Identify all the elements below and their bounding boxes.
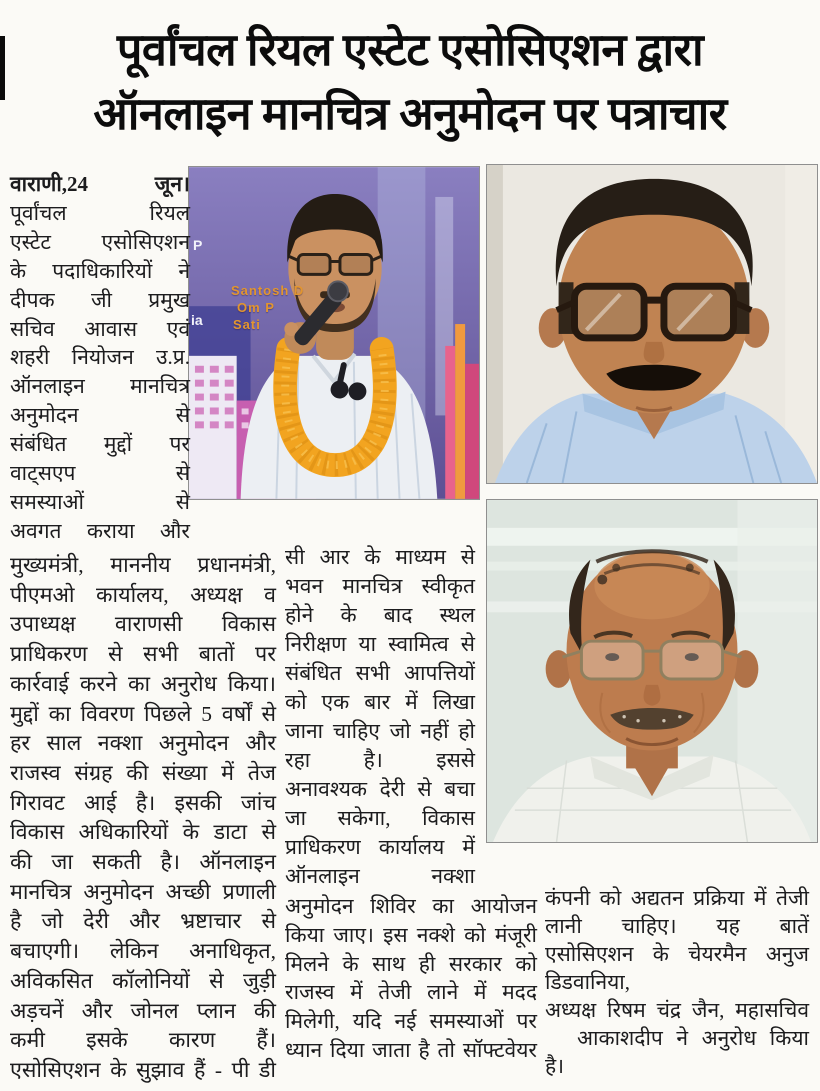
text-line: अनुमोदन शिविर का आयोजन — [285, 894, 537, 918]
text-line: मुद्दों का विवरण पिछले 5 वर्षों से — [10, 701, 276, 726]
text-line: राजस्व संग्रह की संख्या में तेज — [10, 760, 276, 785]
text-line: एस्टेट एसोसिएशन — [10, 229, 190, 254]
text-line: राजस्व में तेजी लाने में मदद — [285, 980, 537, 1005]
text-line: सी आर के माध्यम से — [285, 545, 475, 569]
text-line: पूर्वांचल रियल — [10, 200, 190, 225]
backdrop-edge-letter-top: P — [193, 237, 203, 253]
photo-speaker — [188, 166, 480, 500]
text-line: अविकसित कॉलोनियों से जुड़ी — [10, 968, 276, 993]
text-line: एसोसिएशन के चेयरमैन अनुज — [545, 942, 809, 966]
text-line: ऑनलाइन मानचित्र — [10, 374, 190, 399]
text-line: ध्यान दिया जाता है तो सॉफ्टवेयर — [285, 1037, 537, 1062]
text-line: की जा सकती है। ऑनलाइन — [10, 850, 276, 875]
text-line: कार्रवाई करने का अनुरोध किया। — [10, 671, 276, 696]
text-line: समस्याओं से — [10, 489, 190, 514]
text-line: बचाएगी। लेकिन अनाधिकृत, — [10, 939, 276, 964]
text-line: मानचित्र अनुमोदन अच्छी प्रणाली — [10, 879, 276, 904]
text-line: को एक बार में लिखा — [285, 690, 475, 714]
text-line: गिरावट आई है। इसकी जांच — [10, 790, 276, 815]
text-line: डिडवानिया, — [545, 970, 630, 994]
text-line: पीएमओ कार्यालय, अध्यक्ष व — [10, 582, 276, 607]
scan-edge-mark — [0, 36, 5, 100]
text-line: लानी चाहिए। यह बातें — [545, 914, 809, 938]
text-line: प्राधिकरण कार्यालय में — [285, 835, 475, 859]
text-line: वाट्सएप से — [10, 461, 190, 486]
backdrop-label-2: Om P — [237, 300, 275, 315]
text-line: शहरी नियोजन उ.प्र. — [10, 345, 190, 370]
text-line: संबंधित सभी आपत्तियों — [285, 661, 475, 685]
text-line: अवगत कराया और — [10, 518, 190, 543]
text-line: ऑनलाइन नक्शा — [285, 864, 475, 888]
member-portrait-illustration — [487, 500, 817, 842]
text-line: मिलेगी, यदि नई समस्याओं पर — [285, 1009, 537, 1034]
text-line: वाराणी,24 जून। — [10, 172, 190, 196]
photo-member-portrait — [486, 499, 818, 843]
article-column-right — [545, 884, 809, 1080]
text-line: अड़चनें और जोनल प्लान की — [10, 998, 276, 1023]
text-line: मिलने के साथ ही सरकार को — [285, 951, 537, 976]
text-line: अनुमोदन से — [10, 403, 190, 428]
article-column-middle-top — [285, 543, 475, 891]
text-line: कमी इसके कारण हैं। — [10, 1028, 276, 1053]
article-column-middle-bottom — [285, 892, 537, 1065]
text-line: रहा है। इससे — [285, 748, 475, 772]
text-line: है जो देरी और भ्रष्टाचार से — [10, 909, 276, 934]
text-line: जा सकेगा, विकास — [285, 806, 475, 830]
text-line: ऑनलाइन मानचित्र अनुमोदन पर पत्राचार — [93, 89, 727, 139]
speaker-illustration — [189, 167, 479, 499]
text-line: निरीक्षण या स्वामित्व से — [285, 632, 475, 656]
text-line: भवन मानचित्र स्वीकृत — [285, 574, 475, 598]
text-line: दीपक जी प्रमुख — [10, 287, 190, 312]
text-line: हर साल नक्शा अनुमोदन और — [10, 731, 276, 756]
text-line: मुख्यमंत्री, माननीय प्रधानमंत्री, — [10, 553, 276, 577]
text-line: सचिव आवास एवं — [10, 316, 190, 341]
article-column-left-top — [10, 170, 190, 546]
photo-official-portrait — [486, 164, 818, 484]
backdrop-edge-letter-bottom: ia — [191, 312, 203, 328]
text-line: जाना चाहिए जो नहीं हो — [285, 719, 475, 743]
text-line: एसोसिएशन के सुझाव हैं - पी डी — [10, 1057, 276, 1082]
backdrop-label-1: Santosh D — [231, 283, 305, 298]
article-column-left-bottom — [10, 551, 276, 1086]
text-line: कंपनी को अद्यतन प्रक्रिया में तेजी — [545, 886, 809, 910]
backdrop-label-3: Sati — [233, 317, 261, 332]
text-line: संबंधित मुद्दों पर — [10, 432, 190, 457]
text-line: है। — [545, 1054, 565, 1078]
text-line: पूर्वांचल रियल एस्टेट एसोसिएशन द्वारा — [116, 25, 704, 75]
text-line: किया जाए। इस नक्शे को मंजूरी — [285, 922, 537, 947]
official-portrait-illustration — [487, 165, 817, 483]
text-line: अनावश्यक देरी से बचा — [285, 777, 475, 801]
text-line: विकास अधिकारियों के डाटा से — [10, 820, 276, 845]
text-line: प्राधिकरण से सभी बातों पर — [10, 642, 276, 667]
headline — [12, 18, 808, 146]
text-line: के पदाधिकारियों ने — [10, 258, 190, 283]
text-line: अध्यक्ष रिषम चंद्र जैन, महासचिव — [545, 998, 809, 1022]
text-line: उपाध्यक्ष वाराणसी विकास — [10, 612, 276, 637]
text-line: होने के बाद स्थल — [285, 603, 475, 627]
text-line: आकाशदीप ने अनुरोध किया — [577, 1026, 809, 1050]
